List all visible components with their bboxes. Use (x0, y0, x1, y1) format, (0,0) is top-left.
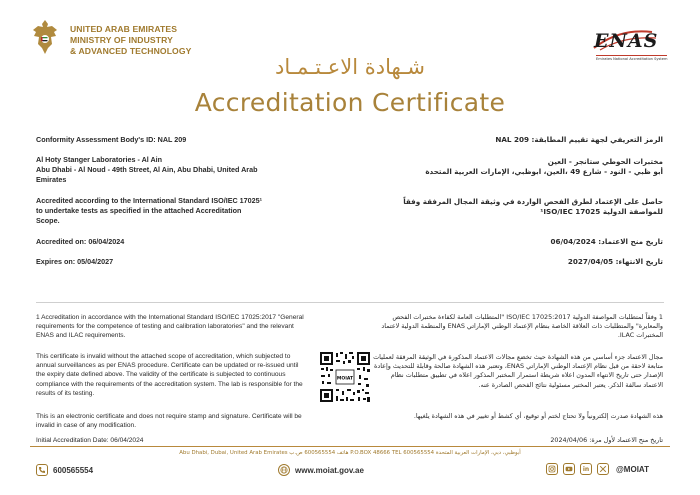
qr-label: MOIAT (336, 376, 354, 382)
instagram-icon[interactable] (546, 463, 558, 475)
lab-address-ar: أبو ظبي - النود - شارع 49 ،العين، ابوظبي، الإمارات العربية المتحدة (425, 167, 663, 176)
linkedin-icon[interactable]: in (580, 463, 592, 475)
validity-note-ar: مجال الاعتماد جزء أساسي من هذه الشهادة حيث تخضع مجالات الاعتماد المذكورة في الوثيقة المرفقة لعمليات متابعة لاحقة من قبل نظام الإعتماد الوطني الإماراتي ENAS، وتعتبر هذه الشهادة صالحة وقابلة للتحديث وإعادة الإصدار حتى تاريخ الانتهاء المدون اعلاه شريطة استمرار المختبر المذكور اعلاه في تطبيق متطلبات نظام الاعتماد سالفة الذكر. يعتبر المختبر مسئولية نتائج الفحص الصادرة عنه. (373, 353, 663, 389)
footer-social-handle: @MOIAT (616, 464, 649, 474)
cab-id-en: Conformity Assessment Body's ID: NAL 209 (36, 135, 187, 144)
initial-date-ar-value: 2024/04/06 (550, 436, 588, 444)
footnote-ar: 1 وفقاً لمتطلبات المواصفة الدولية ISO/IEC 17025:2017 "المتطلبات العامة لكفاءة مختبرات الفحص والمعايرة" والمتطلبات ذات العلاقة الخاصة بنظام الإعتماد الوطني الإماراتي ENAS والمنظمة الدولية لاعتماد المختبرات ILAC. (381, 313, 663, 340)
x-icon[interactable] (597, 463, 609, 475)
ministry-line: MINISTRY OF INDUSTRY (70, 35, 173, 45)
footer-phone[interactable] (36, 464, 93, 476)
expires-on-en: Expires on: 05/04/2027 (36, 257, 114, 266)
footnote-en: 1 Accreditation in accordance with the International Standard ISO/IEC 17025:2017 "General requirements for the competence of testing and calibration laboratories" and the relevant ENAS and ILAC requirements. (36, 314, 304, 340)
initial-date-en: Initial Accreditation Date: 06/04/2024 (36, 437, 144, 444)
initial-date-ar (373, 436, 663, 445)
accredited-on-ar-label: تاريخ منح الاعتماد: (598, 237, 663, 246)
ministry-line: & ADVANCED TECHNOLOGY (70, 46, 192, 56)
ministry-name (70, 24, 191, 57)
accredited-on-en: Accredited on: 06/04/2024 (36, 237, 125, 246)
footer-phone-number: 600565554 (53, 465, 94, 475)
lab-name-en: Al Hoty Stanger Laboratories - Al Ain (36, 155, 163, 164)
lab-name-ar: مختبرات الحوطي ستانجر - العين (547, 157, 663, 166)
accredited-on-ar-value: 06/04/2024 (550, 237, 596, 246)
footer-divider (30, 446, 670, 447)
expires-on-ar-value: 2027/04/05 (567, 257, 614, 266)
title-english: Accreditation Certificate (194, 88, 506, 117)
accreditation-statement-ar-2: للمواصفة الدولية ¹ISO/IEC 17025 (540, 207, 663, 216)
globe-icon (278, 464, 290, 476)
section-divider (36, 302, 664, 303)
footer-social (546, 463, 649, 475)
expires-on-ar (568, 257, 663, 267)
lab-address-en: Abu Dhabi - Al Noud - 49th Street, Al Ain, Abu Dhabi, United Arab Emirates (36, 165, 258, 184)
accreditation-statement-en: Accredited according to the International Standard ISO/IEC 17025¹ to undertake tests as specified in the attached Accreditation Scope. (36, 196, 263, 225)
footer-address: Abu Dhabi, Dubai, United Arab Emirates هاتف 600565554 ص.ب P.O.BOX 48666 TEL 600565554 أبوظبي، دبي، الإمارات العربية المتحدة (179, 450, 521, 456)
expires-on-ar-label: تاريخ الانتهاء: (615, 257, 663, 266)
footer-website[interactable] (278, 464, 364, 476)
qr-code-icon[interactable] (319, 351, 371, 403)
youtube-icon[interactable] (563, 463, 575, 475)
phone-icon (36, 464, 48, 476)
footer-website-url: www.moiat.gov.ae (295, 465, 364, 475)
title-arabic: شـهادة الاعـتـمـاد (275, 55, 425, 79)
electronic-note-en: This is an electronic certificate and does not require stamp and signature. Certificate will be invalid in case of any modification. (36, 413, 302, 430)
validity-note-en: This certificate is invalid without the attached scope of accreditation, which subjected to annual surveillances as per ENAS procedure. Certificate can be updated or re-issued until the expiry date defined above. The validity of the certificate is subjected to continuous compliance with the requirements of the accreditation system. The lab is responsible for the results of its testing. (36, 353, 303, 397)
accreditation-statement-ar-1: حاصل على الإعتماد لطرق الفحص الواردة في وثيقة المجال المرفقة وفقاً (403, 197, 663, 206)
cab-id-ar: الرمز التعريفي لجهة تقييم المطابقة: NAL 209 (495, 135, 663, 144)
electronic-note-ar: هذه الشهادة صدرت إلكترونياً ولا تحتاج لختم أو توقيع، أي كشط أو تغيير في هذه الشهادة يلغيها. (413, 412, 663, 420)
accredited-on-ar (550, 237, 663, 247)
initial-date-ar-label: تاريخ منح الاعتماد لأول مرة: (589, 436, 663, 444)
uae-emblem-icon (30, 18, 60, 56)
enas-tagline: Emirates National Accreditation System (596, 57, 668, 61)
enas-logo: ENAS (594, 30, 659, 52)
ministry-line: UNITED ARAB EMIRATES (70, 24, 178, 34)
